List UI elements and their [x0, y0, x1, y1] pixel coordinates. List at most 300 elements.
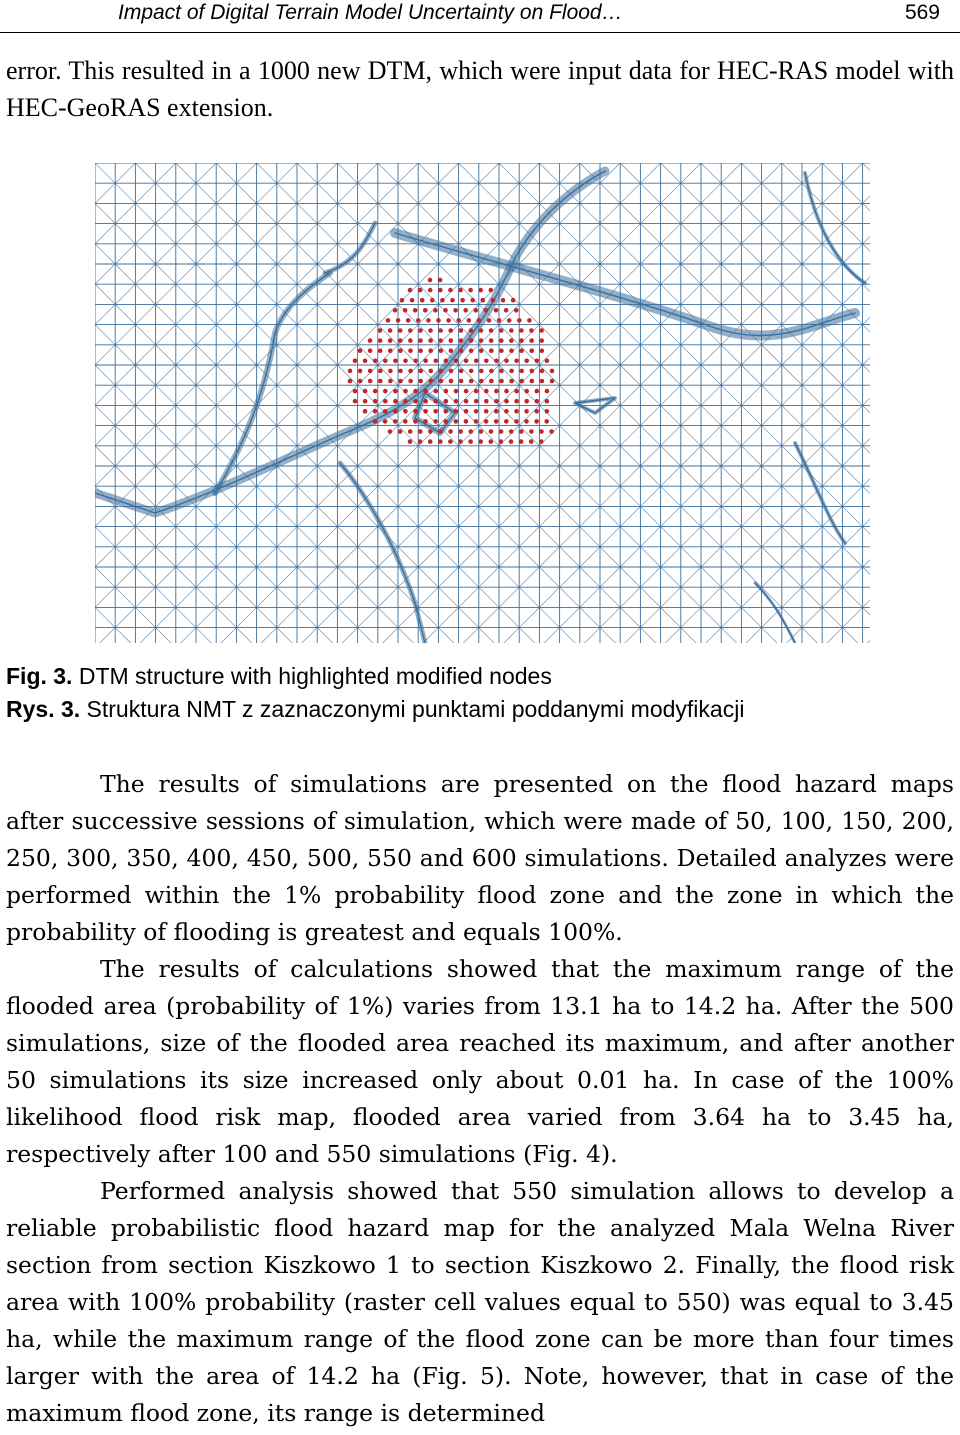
modified-node: [430, 298, 435, 303]
modified-node: [406, 318, 411, 323]
modified-node: [504, 308, 509, 313]
running-header: [0, 0, 960, 33]
modified-node: [408, 328, 413, 333]
grid-lines: [95, 163, 870, 643]
modified-node: [494, 399, 499, 404]
modified-node: [446, 318, 451, 323]
modified-node: [373, 399, 378, 404]
modified-node: [416, 318, 421, 323]
modified-node: [456, 318, 461, 323]
modified-node: [535, 399, 540, 404]
caption-en-text: DTM structure with highlighted modified nodes: [78, 663, 552, 689]
modified-node: [403, 389, 408, 394]
modified-node: [383, 359, 388, 364]
modified-node: [519, 328, 524, 333]
modified-node: [524, 419, 529, 424]
modified-node: [545, 359, 550, 364]
modified-node: [529, 338, 534, 343]
modified-node: [388, 338, 393, 343]
modified-node: [509, 439, 514, 444]
modified-node: [514, 409, 519, 414]
modified-node: [418, 439, 423, 444]
modified-node: [393, 359, 398, 364]
modified-node: [540, 369, 545, 374]
modified-node: [474, 389, 479, 394]
modified-node: [438, 439, 443, 444]
modified-node: [509, 369, 514, 374]
modified-node: [454, 389, 459, 394]
modified-node: [519, 369, 524, 374]
modified-node: [489, 369, 494, 374]
modified-node: [418, 338, 423, 343]
modified-node: [535, 389, 540, 394]
modified-node: [504, 359, 509, 364]
modified-node: [458, 439, 463, 444]
modified-node: [438, 328, 443, 333]
modified-node: [529, 439, 534, 444]
modified-node: [530, 369, 535, 374]
modified-node: [487, 318, 492, 323]
modified-node: [469, 338, 474, 343]
modified-node: [529, 348, 534, 353]
modified-node: [501, 298, 506, 303]
modified-node: [410, 298, 415, 303]
modified-node: [549, 429, 554, 434]
modified-node: [459, 348, 464, 353]
modified-node: [464, 419, 469, 424]
modified-node: [540, 348, 545, 353]
modified-node: [479, 369, 484, 374]
modified-node: [428, 328, 433, 333]
modified-node: [428, 278, 433, 283]
modified-node: [398, 348, 403, 353]
modified-node: [529, 429, 534, 434]
modified-node: [469, 429, 474, 434]
modified-node: [479, 348, 484, 353]
modified-node: [418, 429, 423, 434]
modified-node: [438, 429, 443, 434]
modified-node: [514, 389, 519, 394]
modified-node: [363, 399, 368, 404]
modified-node: [396, 318, 401, 323]
modified-node: [459, 328, 464, 333]
modified-node: [393, 308, 398, 313]
modified-node: [418, 369, 423, 374]
modified-node: [423, 359, 428, 364]
modified-node: [373, 359, 378, 364]
modified-node: [469, 348, 474, 353]
body-text: [6, 766, 954, 1432]
modified-node: [408, 429, 413, 434]
modified-node: [494, 389, 499, 394]
paragraph-3: Performed analysis showed that 550 simulation allows to develop a reliable probabilistic flood hazard map for the analyzed Mala Welna River section from section Kiszkowo 1 to section Kiszkowo 2. Finally, the flood risk area with 100% probability (raster cell values equal to 550) was equal to 3.45 ha, while the maximum range of the flood zone can be more than four times larger with the area of 14.2 ha (Fig. 5). Note, however, that in case of the maximum flood zone, its range is determined: [6, 1177, 954, 1427]
modified-node: [393, 409, 398, 414]
modified-node: [428, 348, 433, 353]
modified-node: [464, 409, 469, 414]
modified-node: [469, 379, 474, 384]
modified-node: [383, 389, 388, 394]
modified-node: [464, 399, 469, 404]
modified-node: [398, 328, 403, 333]
modified-node: [499, 338, 504, 343]
modified-node: [464, 389, 469, 394]
modified-node: [481, 298, 486, 303]
modified-node: [378, 379, 383, 384]
modified-node: [479, 338, 484, 343]
modified-node: [383, 419, 388, 424]
drain-south: [755, 583, 795, 643]
modified-node: [363, 409, 368, 414]
modified-node: [403, 409, 408, 414]
modified-node: [459, 369, 464, 374]
intro-paragraph: error. This resulted in a 1000 new DTM, which were input data for HEC-RAS model with HEC-GeoRAS extension.: [6, 56, 954, 122]
modified-node: [413, 409, 418, 414]
modified-node: [474, 409, 479, 414]
modified-node: [509, 348, 514, 353]
modified-node: [368, 348, 373, 353]
modified-node: [378, 338, 383, 343]
modified-node: [489, 338, 494, 343]
road-main-core: [95, 171, 605, 513]
modified-node: [534, 419, 539, 424]
grid-diagonals: [95, 163, 870, 643]
modified-node: [398, 379, 403, 384]
modified-node: [423, 308, 428, 313]
modified-node: [449, 369, 454, 374]
modified-node: [545, 399, 550, 404]
modified-node: [388, 348, 393, 353]
modified-node: [463, 308, 468, 313]
modified-node: [484, 399, 489, 404]
modified-node: [504, 389, 509, 394]
modified-node: [545, 409, 550, 414]
modified-node: [444, 399, 449, 404]
modified-node: [511, 298, 516, 303]
modified-node: [514, 308, 519, 313]
modified-node: [479, 429, 484, 434]
modified-node: [358, 379, 363, 384]
modified-node: [550, 369, 555, 374]
modified-node: [477, 318, 482, 323]
modified-node: [470, 298, 475, 303]
modified-node: [434, 389, 439, 394]
modified-node: [468, 288, 473, 293]
modified-node: [448, 328, 453, 333]
modified-node: [423, 409, 428, 414]
modified-node: [434, 359, 439, 364]
modified-node: [440, 298, 445, 303]
modified-node: [378, 328, 383, 333]
modified-node: [459, 338, 464, 343]
modified-node: [530, 379, 535, 384]
modified-node: [418, 288, 423, 293]
modified-node: [383, 399, 388, 404]
modified-node: [358, 369, 363, 374]
modified-node: [494, 419, 499, 424]
modified-node: [545, 389, 550, 394]
modified-node: [519, 338, 524, 343]
modified-node: [429, 369, 434, 374]
embankment-north-core: [325, 223, 375, 273]
caption-pl-text: Struktura NMT z zaznaczonymi punktami poddanymi modyfikacji: [86, 696, 745, 722]
modified-node: [499, 429, 504, 434]
modified-node: [539, 439, 544, 444]
modified-node: [474, 399, 479, 404]
modified-node: [398, 369, 403, 374]
modified-node: [439, 379, 444, 384]
modified-node: [527, 318, 532, 323]
modified-node: [436, 318, 441, 323]
modified-node: [418, 348, 423, 353]
modified-node: [449, 338, 454, 343]
figure-caption: [6, 660, 954, 726]
modified-node: [489, 429, 494, 434]
modified-node: [494, 308, 499, 313]
modified-node: [484, 419, 489, 424]
modified-node: [393, 419, 398, 424]
modified-node: [398, 338, 403, 343]
modified-node: [514, 419, 519, 424]
modified-node: [484, 389, 489, 394]
modified-node: [429, 379, 434, 384]
modified-node: [468, 439, 473, 444]
modified-node: [444, 409, 449, 414]
modified-node: [444, 359, 449, 364]
modified-node: [479, 328, 484, 333]
modified-node: [438, 338, 443, 343]
caption-en-label: Fig. 3.: [6, 663, 73, 689]
modified-node: [358, 348, 363, 353]
grid-mesh: [95, 163, 870, 643]
modified-node: [550, 379, 555, 384]
modified-node: [383, 409, 388, 414]
modified-node: [353, 389, 358, 394]
modified-node: [469, 369, 474, 374]
modified-node: [449, 348, 454, 353]
modified-node: [474, 419, 479, 424]
modified-node: [413, 419, 418, 424]
modified-node: [494, 409, 499, 414]
modified-node: [433, 419, 438, 424]
modified-node: [519, 429, 524, 434]
modified-node: [443, 308, 448, 313]
modified-node: [524, 389, 529, 394]
modified-node: [388, 369, 393, 374]
paragraph-2: The results of calculations showed that the maximum range of the flooded area (probability of 1%) varies from 13.1 ha to 14.2 ha. After the 500 simulations, size of the flooded area reached its maximum, and after another 50 simulations its size increased only about 0.01 ha. In case of the 100% likelihood flood risk map, flooded area varied from 3.64 ha to 3.45 ha, respectively after 100 and 550 simulations (Fig. 4).: [6, 955, 954, 1168]
modified-node: [539, 328, 544, 333]
modified-node: [489, 379, 494, 384]
paragraph-1: The results of simulations are presented on the flood hazard maps after successive sessions of simulation, which were made of 50, 100, 150, 200, 250, 300, 350, 400, 450, 500, 550 and 600 simulations. Detailed analyzes were performed within the 1% probability flood zone and the zone in which the probability of flooding is greatest and equals 100%.: [6, 770, 954, 946]
modified-node: [524, 399, 529, 404]
modified-node: [524, 359, 529, 364]
tin-mesh-features: [95, 171, 865, 643]
modified-node: [388, 328, 393, 333]
modified-node: [420, 298, 425, 303]
modified-node: [448, 288, 453, 293]
modified-node: [484, 359, 489, 364]
modified-node: [489, 348, 494, 353]
modified-node: [504, 399, 509, 404]
modified-node: [403, 359, 408, 364]
dtm-mesh-image: [95, 163, 870, 643]
modified-node: [467, 318, 472, 323]
modified-node: [398, 429, 403, 434]
modified-node: [378, 348, 383, 353]
modified-node: [353, 399, 358, 404]
modified-node: [403, 419, 408, 424]
modified-node: [408, 379, 413, 384]
modified-node: [454, 409, 459, 414]
road-main: [95, 171, 605, 513]
modified-node: [499, 439, 504, 444]
modified-node: [413, 399, 418, 404]
modified-node: [517, 318, 522, 323]
modified-node: [479, 379, 484, 384]
modified-node: [418, 379, 423, 384]
modified-node: [499, 348, 504, 353]
modified-node: [458, 288, 463, 293]
modified-node: [449, 379, 454, 384]
modified-node: [423, 389, 428, 394]
modified-node: [363, 389, 368, 394]
modified-node: [439, 348, 444, 353]
modified-node: [388, 379, 393, 384]
modified-node: [403, 308, 408, 313]
modified-node: [514, 359, 519, 364]
modified-node: [489, 288, 494, 293]
modified-node: [433, 308, 438, 313]
caption-pl-label: Rys. 3.: [6, 696, 81, 722]
modified-node: [484, 308, 489, 313]
modified-node: [400, 298, 405, 303]
modified-node: [448, 429, 453, 434]
modified-node: [519, 379, 524, 384]
modified-node: [540, 379, 545, 384]
modified-node: [458, 429, 463, 434]
ridge-east: [805, 173, 865, 283]
modified-node: [413, 389, 418, 394]
modified-node: [368, 338, 373, 343]
modified-node: [373, 389, 378, 394]
modified-node: [454, 419, 459, 424]
modified-node: [469, 328, 474, 333]
modified-node: [535, 359, 540, 364]
modified-node: [478, 439, 483, 444]
ridge-east-core: [805, 173, 865, 283]
modified-node: [494, 359, 499, 364]
modified-node: [408, 288, 413, 293]
modified-node: [373, 419, 378, 424]
modified-node: [373, 409, 378, 414]
modified-node: [413, 359, 418, 364]
modified-node: [408, 439, 413, 444]
embankment-north: [325, 223, 375, 273]
modified-node: [491, 298, 496, 303]
modified-node: [368, 379, 373, 384]
modified-node: [478, 288, 483, 293]
modified-node: [544, 419, 549, 424]
modified-node: [418, 328, 423, 333]
modified-node: [426, 318, 431, 323]
modified-node: [378, 369, 383, 374]
modified-node: [539, 338, 544, 343]
modified-node: [509, 379, 514, 384]
modified-node: [444, 389, 449, 394]
modified-node: [353, 359, 358, 364]
modified-node: [454, 359, 459, 364]
modified-node: [408, 348, 413, 353]
modified-node: [504, 419, 509, 424]
modified-node: [509, 429, 514, 434]
modified-node: [489, 328, 494, 333]
modified-node: [519, 439, 524, 444]
modified-node: [408, 369, 413, 374]
modified-node: [393, 389, 398, 394]
modified-node: [453, 308, 458, 313]
modified-node: [454, 399, 459, 404]
modified-node: [439, 369, 444, 374]
modified-node: [348, 369, 353, 374]
modified-node: [428, 338, 433, 343]
modified-node: [474, 308, 479, 313]
modified-node: [497, 318, 502, 323]
modified-node: [489, 439, 494, 444]
modified-node: [403, 399, 408, 404]
page-number: 569: [904, 1, 940, 24]
modified-node: [519, 348, 524, 353]
caption-en: [6, 660, 954, 693]
modified-node: [514, 399, 519, 404]
modified-node: [499, 369, 504, 374]
modified-node: [460, 298, 465, 303]
caption-pl: [6, 693, 954, 726]
modified-node: [504, 409, 509, 414]
river-core: [340, 463, 425, 643]
modified-node: [434, 399, 439, 404]
running-title: Impact of Digital Terrain Model Uncertainty on Flood…: [118, 1, 623, 24]
modified-node: [509, 328, 514, 333]
modified-node: [438, 278, 443, 283]
river: [340, 463, 425, 643]
embankment-west: [215, 273, 330, 493]
modified-node: [423, 419, 428, 424]
modified-node: [443, 419, 448, 424]
modified-node: [459, 379, 464, 384]
modified-node: [539, 429, 544, 434]
modified-node: [450, 298, 455, 303]
modified-node: [428, 439, 433, 444]
modified-node: [388, 429, 393, 434]
modified-node: [464, 359, 469, 364]
modified-node: [368, 369, 373, 374]
modified-node: [363, 359, 368, 364]
modified-node: [413, 308, 418, 313]
modified-node: [386, 318, 391, 323]
modified-node: [428, 288, 433, 293]
modified-node: [509, 338, 514, 343]
modified-node: [408, 338, 413, 343]
modified-node: [499, 328, 504, 333]
modified-node: [348, 379, 353, 384]
modified-node: [393, 399, 398, 404]
modified-node: [423, 399, 428, 404]
modified-node: [448, 439, 453, 444]
modified-node: [499, 379, 504, 384]
modified-node: [438, 288, 443, 293]
modified-node: [507, 318, 512, 323]
modified-node: [484, 409, 489, 414]
modified-node: [529, 328, 534, 333]
